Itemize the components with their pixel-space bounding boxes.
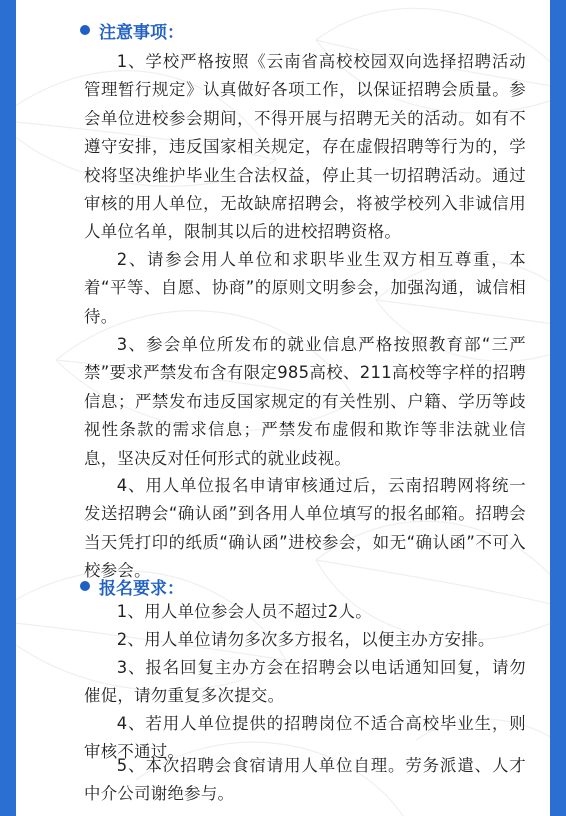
- document-body: [16, 0, 550, 816]
- notes-paragraph-2: 2、请参会用人单位和求职毕业生双方相互尊重，本着“平等、自愿、协商”的原则文明参会，加强沟通，诚信相待。: [84, 250, 526, 326]
- requirements-paragraph-1: 1、用人单位参会人员不超过2人。: [116, 602, 372, 621]
- requirements-title: 报名要求：: [99, 578, 184, 599]
- notes-title: 注意事项：: [99, 22, 184, 43]
- requirements-heading: [80, 573, 184, 599]
- notes-paragraph-3: 3、参会单位所发布的就业信息严格按照教育部“三严禁”要求严禁发布含有限定985高校、211高校等字样的招聘信息；严禁发布违反国家规定的有关性别、户籍、学历等歧视性条款的需求信息；严禁发布虚假和欺诈等非法就业信息，坚决反对任何形式的就业歧视。: [84, 335, 526, 468]
- notes-paragraph-1: 1、学校严格按照《云南省高校校园双向选择招聘活动管理暂行规定》认真做好各项工作，以保证招聘会质量。参会单位进校参会期间，不得开展与招聘无关的活动。如有不遵守安排，违反国家相关规定，存在虚假招聘等行为的，学校将坚决维护毕业生合法权益，停止其一切招聘活动。通过审核的用人单位，无故缺席招聘会，将被学校列入非诚信用人单位名单，限制其以后的进校招聘资格。: [84, 52, 526, 242]
- notes-paragraph-4: 4、用人单位报名申请审核通过后，云南招聘网将统一发送招聘会“确认函”到各用人单位填写的报名邮箱。招聘会当天凭打印的纸质“确认函”进校参会，如无“确认函”不可入校参会。: [84, 476, 526, 581]
- notes-heading: [80, 17, 184, 43]
- requirements-paragraph-5: 5、本次招聘会食宿请用人单位自理。劳务派遣、人才中介公司谢绝参与。: [84, 756, 526, 804]
- bullet-dot-icon: [80, 25, 90, 35]
- requirements-paragraph-3: 3、报名回复主办方会在招聘会以电话通知回复，请勿催促，请勿重复多次提交。: [84, 658, 526, 706]
- requirements-paragraph-2: 2、用人单位请勿多次多方报名，以便主办方安排。: [116, 630, 495, 649]
- bullet-dot-icon: [80, 581, 90, 591]
- content-panel: [16, 0, 550, 816]
- requirements-paragraph-4: 4、若用人单位提供的招聘岗位不适合高校毕业生，则审核不通过。: [84, 714, 526, 762]
